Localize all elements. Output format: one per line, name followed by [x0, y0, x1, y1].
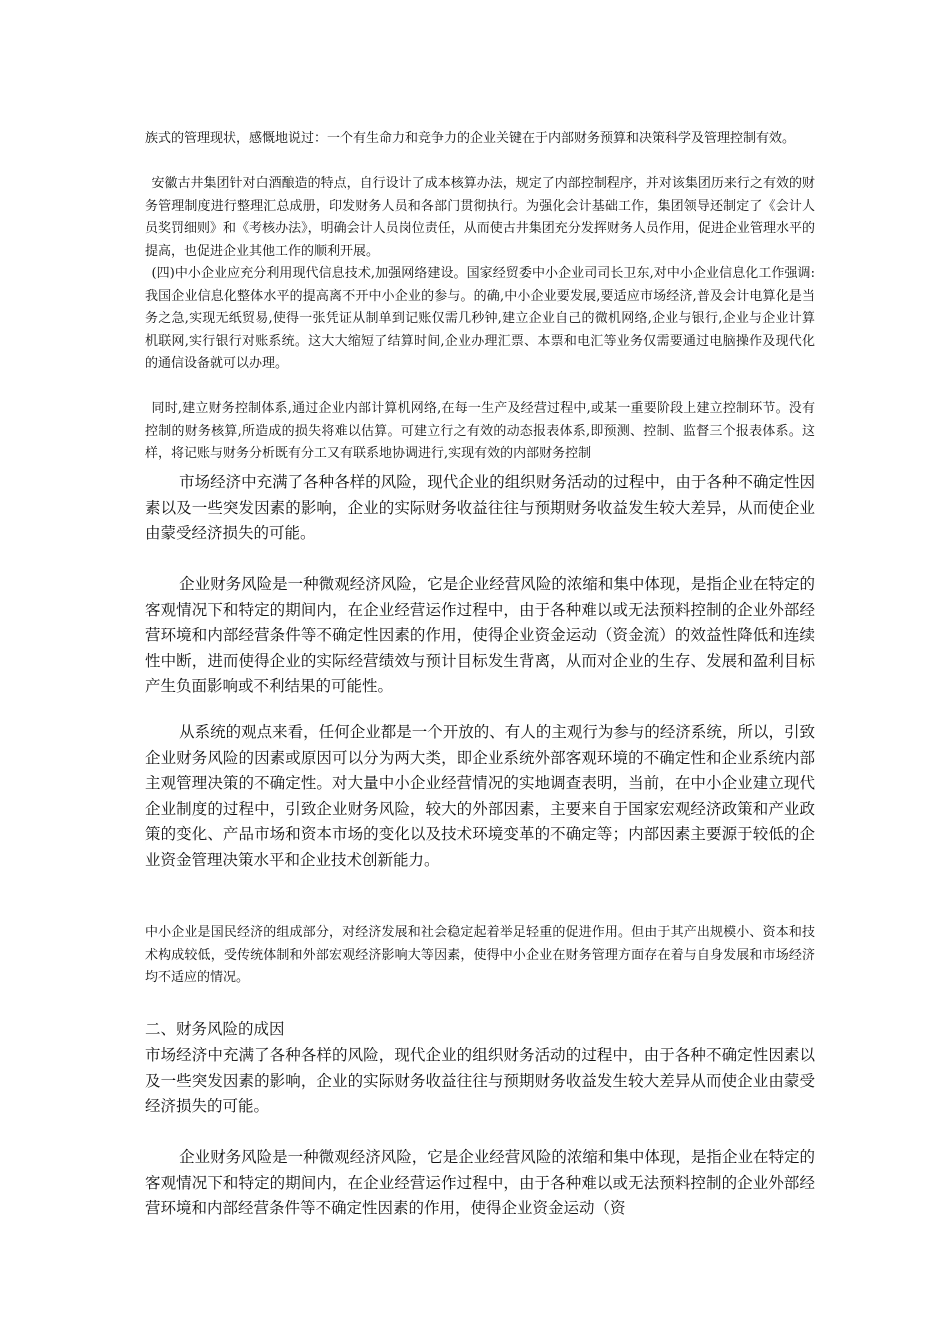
paragraph-management-status: 族式的管理现状，感慨地说过：一个有生命力和竞争力的企业关键在于内部财务预算和决策科学及管理控制有效。	[145, 131, 796, 146]
paragraph-financial-control-system: 同时,建立财务控制体系,通过企业内部计算机网络,在每一生产及经营过程中,或某一重要阶段上建立控制环节。没有控制的财务核算,所造成的损失将难以估算。可建立行之有效的动态报表体系,即预测、控制、监督三个报表体系。这样，将记账与财务分析既有分工又有联系地协调进行,实现有效的内部财务控制	[145, 401, 815, 461]
paragraph-information-technology: (四)中小企业应充分利用现代信息技术,加强网络建设。国家经贸委中小企业司司长卫东,对中小企业信息化工作强调:我国企业信息化整体水平的提高离不开中小企业的参与。的确,中小企业要发展,要适应市场经济,普及会计电算化是当务之急,实现无纸贸易,使得一张凭证从制单到记账仅需几秒钟,建立企业自己的微机网络,企业与银行,企业与企业计算机联网,实行银行对账系统。这大大缩短了结算时间,企业办理汇票、本票和电汇等业务仅需要通过电脑操作及现代化的通信设备就可以办理。	[145, 266, 815, 371]
paragraph-financial-risk-definition: 企业财务风险是一种微观经济风险，它是企业经营风险的浓缩和集中体现，是指企业在特定的客观情况下和特定的期间内，在企业经营运作过程中，由于各种难以或无法预料控制的企业外部经营环境和内部经营条件等不确定性因素的作用，使得企业资金运动（资金流）的效益性降低和连续性中断，进而使得企业的实际经营绩效与预计目标发生背离，从而对企业的生存、发展和盈利目标产生负面影响或不利结果的可能性。	[145, 575, 815, 695]
section-heading-risk-causes: 二、财务风险的成因	[145, 1020, 285, 1038]
paragraph-market-risk: 市场经济中充满了各种各样的风险，现代企业的组织财务活动的过程中，由于各种不确定性因素以及一些突发因素的影响，企业的实际财务收益往往与预期财务收益发生较大差异，从而使企业由蒙受经济损失的可能。	[145, 473, 815, 542]
paragraph-market-risk-repeat: 市场经济中充满了各种各样的风险，现代企业的组织财务活动的过程中，由于各种不确定性因素以及一些突发因素的影响，企业的实际财务收益往往与预期财务收益发生较大差异从而使企业由蒙受经济损失的可能。	[145, 1046, 815, 1115]
paragraph-financial-risk-definition-repeat: 企业财务风险是一种微观经济风险，它是企业经营风险的浓缩和集中体现，是指企业在特定的客观情况下和特定的期间内，在企业经营运作过程中，由于各种难以或无法预料控制的企业外部经营环境和内部经营条件等不确定性因素的作用，使得企业资金运动（资	[145, 1148, 815, 1217]
paragraph-sme-role: 中小企业是国民经济的组成部分，对经济发展和社会稳定起着举足轻重的促进作用。但由于其产出规模小、资本和技术构成较低，受传统体制和外部宏观经济影响大等因素，使得中小企业在财务管理方面存在着与自身发展和市场经济均不适应的情况。	[145, 925, 815, 985]
paragraph-gujing-group: 安徽古井集团针对白酒酿造的特点，自行设计了成本核算办法，规定了内部控制程序，并对该集团历来行之有效的财务管理制度进行整理汇总成册，印发财务人员和各部门贯彻执行。为强化会计基础工作，集团领导还制定了《会计人员奖罚细则》和《考核办法》，明确会计人员岗位责任，从而使古井集团充分发挥财务人员作用，促进企业管理水平的提高，也促进企业其他工作的顺利开展。	[145, 176, 815, 259]
paragraph-system-view: 从系统的观点来看，任何企业都是一个开放的、有人的主观行为参与的经济系统，所以，引致企业财务风险的因素或原因可以分为两大类，即企业系统外部客观环境的不确定性和企业系统内部主观管理决策的不确定性。对大量中小企业经营情况的实地调查表明，当前，在中小企业建立现代企业制度的过程中，引致企业财务风险，较大的外部因素，主要来自于国家宏观经济政策和产业政策的变化、产品市场和资本市场的变化以及技术环境变革的不确定等；内部因素主要源于较低的企业资金管理决策水平和企业技术创新能力。	[145, 723, 815, 869]
